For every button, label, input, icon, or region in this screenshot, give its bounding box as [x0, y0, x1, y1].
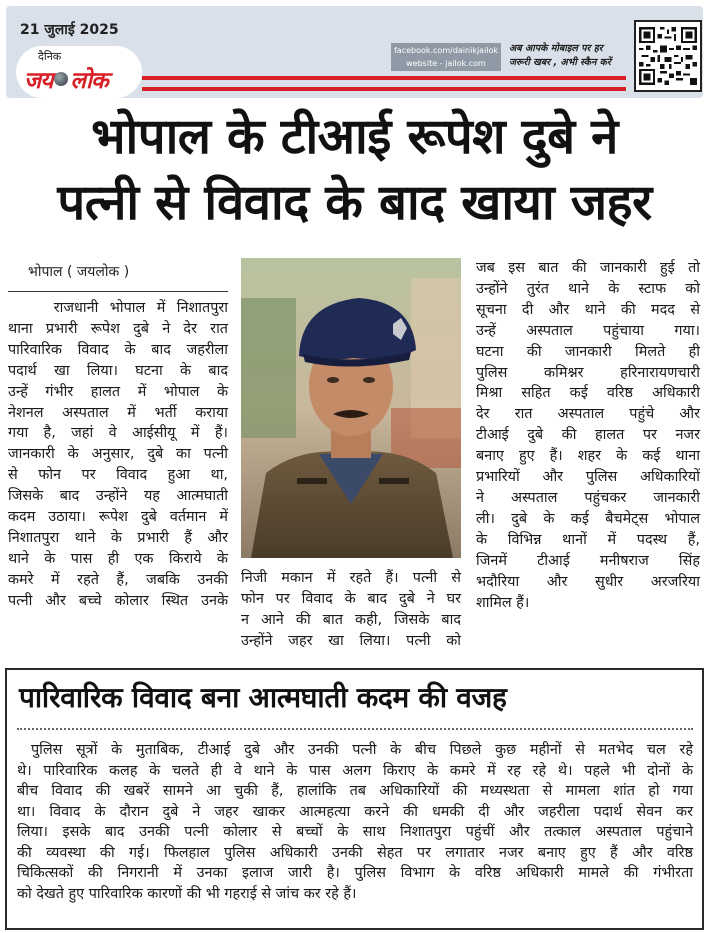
- masthead-rule-bottom: [142, 87, 626, 91]
- globe-icon: [54, 72, 68, 86]
- issue-date: 21 जुलाई 2025: [20, 22, 119, 38]
- website-link[interactable]: website - jailok.com: [406, 59, 486, 68]
- headline-line-2: पत्नी से विवाद के बाद खाया जहर: [57, 174, 652, 231]
- logo-tagline: दैनिक: [38, 50, 62, 63]
- box-body: पुलिस सूत्रों के मुताबिक, टीआई दुबे और उनकी पत्नी के बीच पिछले कुछ महीनों से मतभेद चल रहे थे। पारिवारिक कलह के चलते ही वे थाने के पास अलग किराए के कमरे में रह रहे थे। पहले भी दोनों के बीच विवाद की खबरें सामने आ चुकी हैं, हालांकि तब अधिकारियों की मध्यस्थता से मामला शांत हो गया था। विवाद के दौरान दुबे ने जहर खाकर आत्महत्या करने की धमकी दी और जहरीला पदार्थ सेवन कर लिया। इसके बाद उनकी पत्नी कोलार से बच्चों के साथ निशातपुरा पहुंचीं और तत्काल अस्पताल पहुंचाने की व्यवस्था की गई। फिलहाल पुलिस अधिकारी उनकी सेहत पर लगातार नजर बनाए हुए हैं और वरिष्ठ चिकित्सकों की निगरानी में उनका इलाज जारी है। पुलिस विभाग के वरिष्ठ अधिकारी मामले की गंभीरता को देखते हुए पारिवारिक कारणों की भी गहराई से जांच कर रहे हैं।: [17, 742, 693, 902]
- article-column-3: जब इस बात की जानकारी हुई तो उन्होंने तुरंत थाने के स्टाफ को सूचना दी और थाने की मदद से उन्हें अस्पताल पहुंचाया गया। घटना की जानकारी मिलते ही पुलिस कमिश्नर हरिनारायणचारी मिश्रा सहित कई वरिष्ठ अधिकारी देर रात अस्पताल पहुंचे और टीआई दुबे की हालत पर नजर बनाए हुए हैं। शहर के कई थाना प्रभारियों और पुलिस अधिकारियों ने अस्पताल पहुंचकर जानकारी ली। दुबे के कई बैचमेट्स भोपाल के विभिन्न थानों में पदस्थ हैं, जिनमें टीआई मनीषराज सिंह भदौरिया और सुधीर अरजरिया शामिल हैं।: [476, 260, 700, 611]
- box-title: पारिवारिक विवाद बना आत्मघाती कदम की वजह: [19, 681, 507, 714]
- logo-word-left: जय: [24, 68, 53, 94]
- article-column-1: राजधानी भोपाल में निशातपुरा थाना प्रभारी रूपेश दुबे ने देर रात पारिवारिक विवाद के बाद जहरीला पदार्थ खा लिया। घटना के बाद उन्हें गंभीर हालत में भोपाल के नेशनल अस्पताल में भर्ती कराया गया है, जहां वे आईसीयू में हैं। जानकारी के अनुसार, दुबे का पत्नी से फोन पर विवाद हुआ था, जिसके बाद उन्होंने यह आत्मघाती कदम उठाया। रूपेश दुबे वर्तमान में निशातपुरा थाने के प्रभारी हैं और थाने के पास ही एक किराये के कमरे में रहते हैं, जबकि उनकी पत्नी और बच्चे कोलार स्थित उनके: [8, 300, 228, 609]
- sidebar-story-box: [5, 668, 704, 930]
- dateline-divider: [8, 291, 228, 292]
- dateline: भोपाल ( जयलोक ): [28, 264, 130, 280]
- facebook-link[interactable]: facebook.com/dainikjailok: [393, 46, 499, 55]
- article-column-2: निजी मकान में रहते हैं। पत्नी से फोन पर विवाद के बाद दुबे ने घर न आने की बात कही, जिसके बाद उन्होंने जहर खा लिया। पत्नी को: [241, 570, 461, 649]
- masthead: [6, 6, 703, 98]
- logo-word-right: लोक: [70, 68, 108, 94]
- social-links-box: [391, 43, 501, 71]
- scan-promo: अब आपके मोबाइल पर हर जरूरी खबर , अभी स्कैन करें: [509, 43, 611, 68]
- headline: [0, 104, 709, 236]
- box-divider: [17, 728, 693, 730]
- officer-photo: [241, 258, 461, 558]
- masthead-rule-top: [142, 76, 626, 80]
- newspaper-logo: [16, 46, 142, 98]
- qr-code-icon[interactable]: [634, 20, 702, 92]
- headline-line-1: भोपाल के टीआई रूपेश दुबे ने: [91, 108, 618, 165]
